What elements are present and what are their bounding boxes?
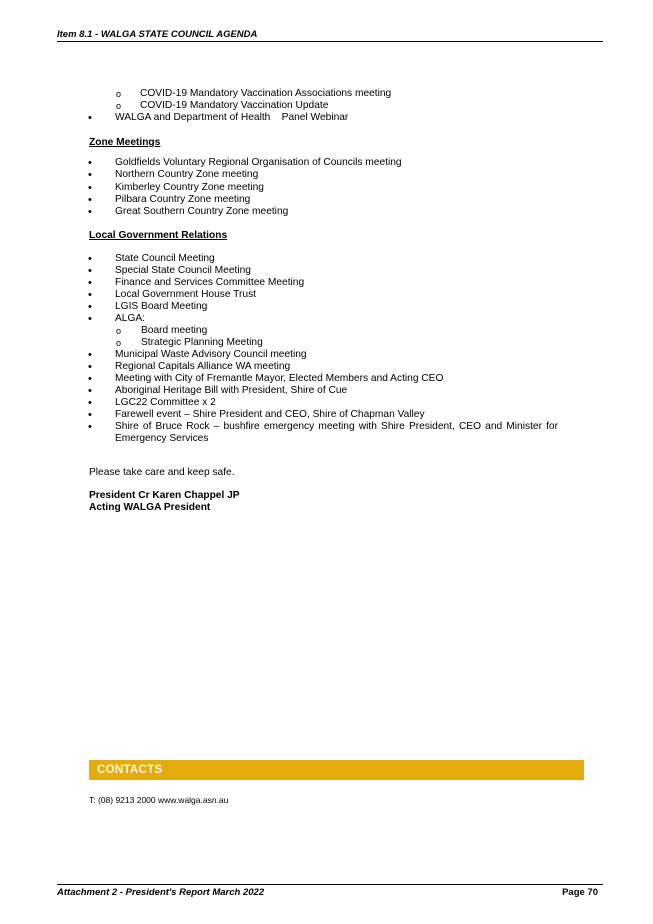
page-number: Page 70 — [562, 887, 598, 898]
contacts-details: T: (08) 9213 2000 www.walga.asn.au — [89, 795, 229, 805]
closing-line: Please take care and keep safe. — [89, 467, 235, 478]
section-heading-zone-meetings: Zone Meetings — [89, 137, 161, 148]
hollow-bullet-icon: o — [116, 89, 122, 99]
bullet-icon: • — [88, 157, 92, 169]
bullet-icon: • — [88, 301, 92, 313]
hollow-bullet-icon: o — [116, 338, 122, 348]
bullet-icon: • — [88, 182, 92, 194]
hollow-bullet-icon: o — [116, 326, 122, 336]
signature-role: Acting WALGA President — [89, 502, 211, 513]
footer-divider — [57, 884, 603, 885]
bullet-icon: • — [88, 397, 92, 409]
section-heading-local-government-relations: Local Government Relations — [89, 230, 228, 241]
bullet-icon: • — [88, 349, 92, 361]
bullet-icon: • — [88, 373, 92, 385]
bullet-icon: • — [88, 206, 92, 218]
bullet-icon: • — [88, 194, 92, 206]
bullet-icon: • — [88, 112, 92, 124]
bullet-icon: • — [88, 265, 92, 277]
bullet-icon: • — [88, 361, 92, 373]
bullet-icon: • — [88, 253, 92, 265]
signature-name: President Cr Karen Chappel JP — [89, 490, 240, 501]
bullet-icon: • — [88, 385, 92, 397]
page-header-title: Item 8.1 - WALGA STATE COUNCIL AGENDA — [57, 29, 258, 40]
contacts-heading: CONTACTS — [97, 764, 163, 776]
bullet-icon: • — [88, 169, 92, 181]
bullet-icon: • — [88, 409, 92, 421]
footer-document-title: Attachment 2 - President's Report March 2022 — [57, 887, 265, 898]
contacts-heading-bar — [89, 760, 584, 780]
header-divider — [57, 41, 603, 42]
bullet-icon: • — [88, 289, 92, 301]
bullet-icon: • — [88, 277, 92, 289]
bullet-icon: • — [88, 421, 92, 433]
bullet-icon: • — [88, 313, 92, 325]
hollow-bullet-icon: o — [116, 101, 122, 111]
